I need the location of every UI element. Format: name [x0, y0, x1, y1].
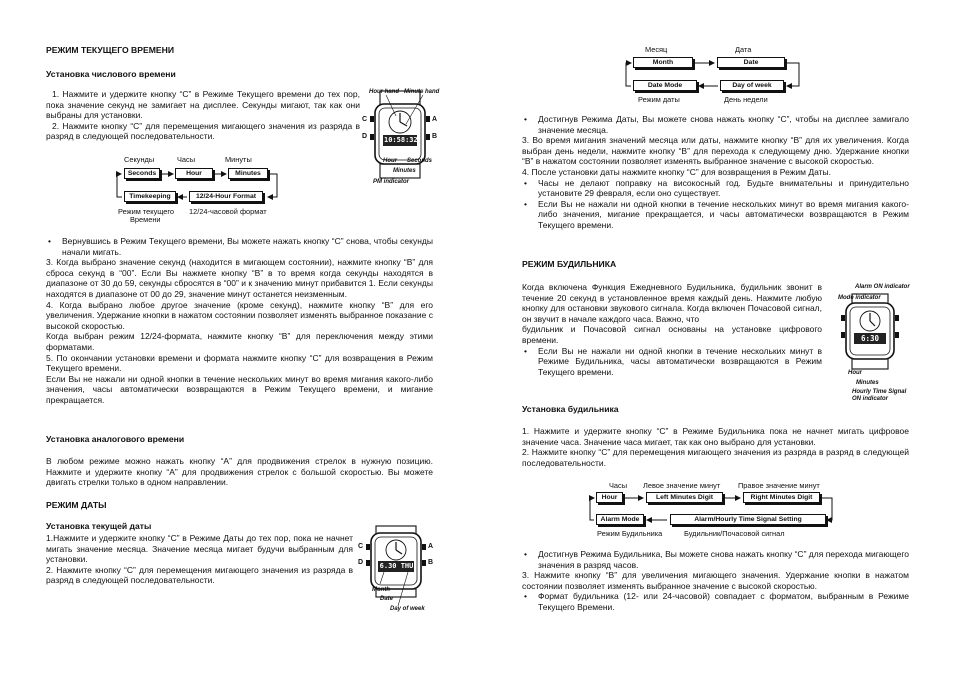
paragraph: 2. Нажмите кнопку “C” для перемещения мигающего значения из разряда в разряд в следующей последовательности.: [46, 564, 353, 586]
bullet-text: Достигнув Режима Будильника, Вы можете снова нажать кнопку “C” для перехода мигающего значения в разряд часов.: [538, 549, 909, 570]
seq-box-minutes: Minutes: [228, 168, 268, 179]
button-c-label: C: [358, 543, 364, 550]
bullet-icon: •: [524, 591, 527, 602]
paragraph: 3. Нажмите кнопку “B” для увеличения мигающего значения. Удержание кнопки в нажатом состоянии позволяет изменять выбранное значение с высокой скоростью.: [522, 570, 909, 591]
paragraph: 4. Когда выбрано любое другое значение (кроме секунд), нажмите кнопку “B” для его увеличения. Удержание кнопки в нажатом состоянии позволяет изменять выбранное показание с высокой скоростью.: [46, 299, 433, 331]
paragraph: 5. По окончании установки времени и формата нажмите кнопку “C” для возвращения в Режим Текущего времени.: [46, 352, 433, 374]
seq-label-signal: Будильник/Почасовой сигнал: [684, 529, 785, 538]
label-month: Month: [372, 587, 390, 593]
paragraph: 3. Во время мигания значений месяца или даты, нажмите кнопку “B” для их увеличения. Когда выбран день недели, нажмите кнопку “B” для перехода к следующему дню. Удержание кнопки “B” в нажатом состоянии позволяет изменять выбранное значение с высокой скоростью.: [522, 135, 909, 167]
seq-label-minutes: Минуты: [225, 155, 252, 164]
label-day-of-week: Day of week: [390, 606, 425, 612]
bullet-icon: •: [524, 549, 527, 559]
bullet-text: Если Вы не нажали ни одной кнопки в течение нескольких минут во время мигания какого-либо значения, мигание прекращается, и часы автоматически возвращаются в Режим Текущего времени.: [538, 198, 909, 230]
seq-label-date-mode: Режим даты: [638, 95, 680, 104]
seq-label-day-of-week: День недели: [724, 95, 768, 104]
label-alarm-on: Alarm ON indicator: [855, 284, 910, 290]
section-title-alarm: РЕЖИМ БУДИЛЬНИКА: [522, 259, 617, 269]
seq-box-seconds: Seconds: [124, 168, 160, 179]
seq-box-alarm-mode: Alarm Mode: [596, 514, 644, 525]
seq-label-right-minutes: Правое значение минут: [738, 481, 820, 490]
paragraph: 3. Когда выбрано значение секунд (находится в мигающем состоянии), нажмите кнопку “B” для сброса секунд в “00”. Если Вы нажмете кнопку “B” в то время когда секунды находятся в диапазоне от 30 до 59, секунды сбросятся в “00” и к значению минут прибавится 1. Если секунды находятся в диапазоне от 00 до 29, значение минут останется неизменным.: [46, 257, 433, 299]
bullet-icon: •: [524, 114, 527, 124]
paragraph: 1. Нажмите и удержите кнопку “C” в Режиме Будильника пока не начнет мигать цифровое значение часа. Значение часа мигает, так как оно выбрано для установки.: [522, 426, 909, 447]
seq-label-timekeeping-2: Времени: [130, 215, 161, 224]
bullet-item: [522, 549, 909, 570]
label-hour-hand: Hour hand: [369, 89, 399, 95]
bullet-text: Формат будильника (12- или 24-часовой) совпадает с форматом, выбранным в Режиме Текущего Времени.: [538, 591, 909, 612]
seq-box-hour: Hour: [175, 168, 213, 179]
subtitle-date-set: Установка текущей даты: [46, 521, 152, 531]
label-minutes: Minutes: [856, 380, 879, 386]
seq-label-format: 12/24-часовой формат: [189, 207, 267, 216]
paragraph: Когда выбран режим 12/24-формата, нажмите кнопку “B” для переключения между этими форматами.: [46, 331, 433, 352]
label-pm-indicator: PM indicator: [373, 179, 410, 185]
button-d-label: D: [358, 559, 364, 566]
seq-box-day-of-week: Day of week: [720, 80, 784, 91]
label-hourly-signal-1: Hourly Time Signal: [852, 389, 907, 395]
paragraph: 1. Нажмите и удержите кнопку “C” в Режиме Текущего времени до тех пор, пока значение секунд не замигает на дисплее. Секунды мигают, так как они выбраны для установки.: [46, 89, 360, 121]
button-b-label: B: [428, 559, 434, 566]
label-minutes: Minutes: [393, 168, 416, 174]
seq-label-hours: Часы: [609, 481, 628, 490]
seq-box-left-minutes: Left Minutes Digit: [646, 492, 723, 503]
button-a-label: A: [432, 116, 438, 123]
subtitle-analog-time: Установка аналогового времени: [46, 434, 185, 444]
button-d-label: D: [362, 133, 368, 140]
subtitle-alarm-set: Установка будильника: [522, 404, 619, 414]
bullet-text: Вернувшись в Режим Текущего времени, Вы можете нажать кнопку “C” снова, чтобы секунды начали мигать.: [62, 236, 433, 257]
bullet-text: Часы не делают поправку на високосный год. Будьте внимательны и принудительно установите 29 февраля, если оно существует.: [538, 177, 909, 199]
section-title-current-time: РЕЖИМ ТЕКУЩЕГО ВРЕМЕНИ: [46, 45, 175, 55]
seq-box-date-mode: Date Mode: [633, 80, 697, 91]
analog-text: В любом режиме можно нажать кнопку “A” для продвижения стрелок в нужную позицию. Нажмите и удержите кнопку “A” для продвижения стрелок с большой скоростью. Вы можете двигать стрелки только в одном направлении.: [46, 456, 433, 488]
bullet-icon: •: [48, 236, 51, 246]
label-hour: Hour: [848, 370, 862, 376]
seq-box-date: Date: [717, 57, 785, 68]
label-seconds: Seconds: [407, 158, 433, 164]
seq-box-format: 12/24-Hour Format: [189, 191, 263, 202]
seq-label-date: Дата: [735, 45, 752, 54]
paragraph: будильник и Почасовой сигнал основаны на установке цифрового времени.: [522, 324, 822, 345]
paragraph: 4. После установки даты нажмите кнопку “C” для возвращения в Режим Даты.: [522, 166, 832, 177]
subtitle-digital-time: Установка числового времени: [46, 69, 176, 79]
seq-label-hours: Часы: [177, 155, 196, 164]
bullet-text: Если Вы не нажали ни одной кнопки в течение нескольких минут в Режиме Будильника, часы автоматически возвращаются в Режим Текущего времени.: [538, 345, 822, 377]
bullet-icon: •: [524, 345, 527, 356]
seq-label-left-minutes: Левое значение минут: [643, 481, 721, 490]
label-mode-indicator: Mode indicator: [838, 295, 881, 301]
paragraph: 1.Нажмите и удержите кнопку “C” в Режиме Даты до тех пор, пока не начнет мигать значение месяца. Значение месяца мигает будучи выбранным для установки.: [46, 533, 353, 565]
label-hour: Hour: [383, 158, 397, 164]
label-minute-hand: Minute hand: [404, 89, 440, 95]
seq-box-hour: Hour: [596, 492, 623, 503]
paragraph: 2. Нажмите кнопку “C” для перемещения мигающего значения из разряда в разряд в следующей последовательности.: [46, 120, 360, 142]
bullet-icon: •: [524, 177, 527, 188]
seq-box-signal-setting: Alarm/Hourly Time Signal Setting: [670, 514, 826, 525]
seq-label-month: Месяц: [645, 45, 668, 54]
bullet-text: Достигнув Режима Даты, Вы можете снова нажать кнопку “C”, чтобы на дисплее замигало значение месяца.: [538, 114, 909, 135]
label-date: Date: [380, 596, 394, 602]
section-title-date: РЕЖИМ ДАТЫ: [46, 500, 107, 510]
seq-box-right-minutes: Right Minutes Digit: [743, 492, 820, 503]
button-b-label: B: [432, 133, 438, 140]
lcd-display: 10:58:32: [384, 136, 418, 144]
seq-label-seconds: Секунды: [124, 155, 155, 164]
bullet-icon: •: [524, 198, 527, 209]
lcd-display: 6.30 THU: [379, 562, 414, 570]
seq-box-month: Month: [633, 57, 693, 68]
seq-label-alarm-mode: Режим Будильника: [597, 529, 663, 538]
label-hourly-signal-2: ON indicator: [852, 396, 889, 402]
seq-label-timekeeping-1: Режим текущего: [118, 207, 175, 216]
paragraph: Когда включена Функция Ежедневного Будильника, будильник звонит в течение 20 секунд в установленное время каждый день. Нажмите любую кнопку для остановки звукового сигнала. Когда включен Почасовой сигнал, он звучит в начале каждого часа. Важно, что: [522, 282, 822, 324]
paragraph: Если Вы не нажали ни одной кнопки в течение нескольких минут во время мигания какого-либо значения, часы автоматически возвращаются в Режим Текущего времени, и мигание прекращается.: [46, 373, 433, 405]
lcd-display: 6:30: [860, 334, 880, 343]
button-c-label: C: [362, 116, 368, 123]
alarm-end-body: [522, 549, 909, 613]
button-a-label: A: [428, 543, 434, 550]
seq-box-timekeeping: Timekeeping: [124, 191, 176, 202]
bullet-item: [522, 591, 909, 612]
paragraph: 2. Нажмите кнопку “C” для перемещения мигающего значения из разряда в разряд в следующей последовательности.: [522, 447, 909, 468]
